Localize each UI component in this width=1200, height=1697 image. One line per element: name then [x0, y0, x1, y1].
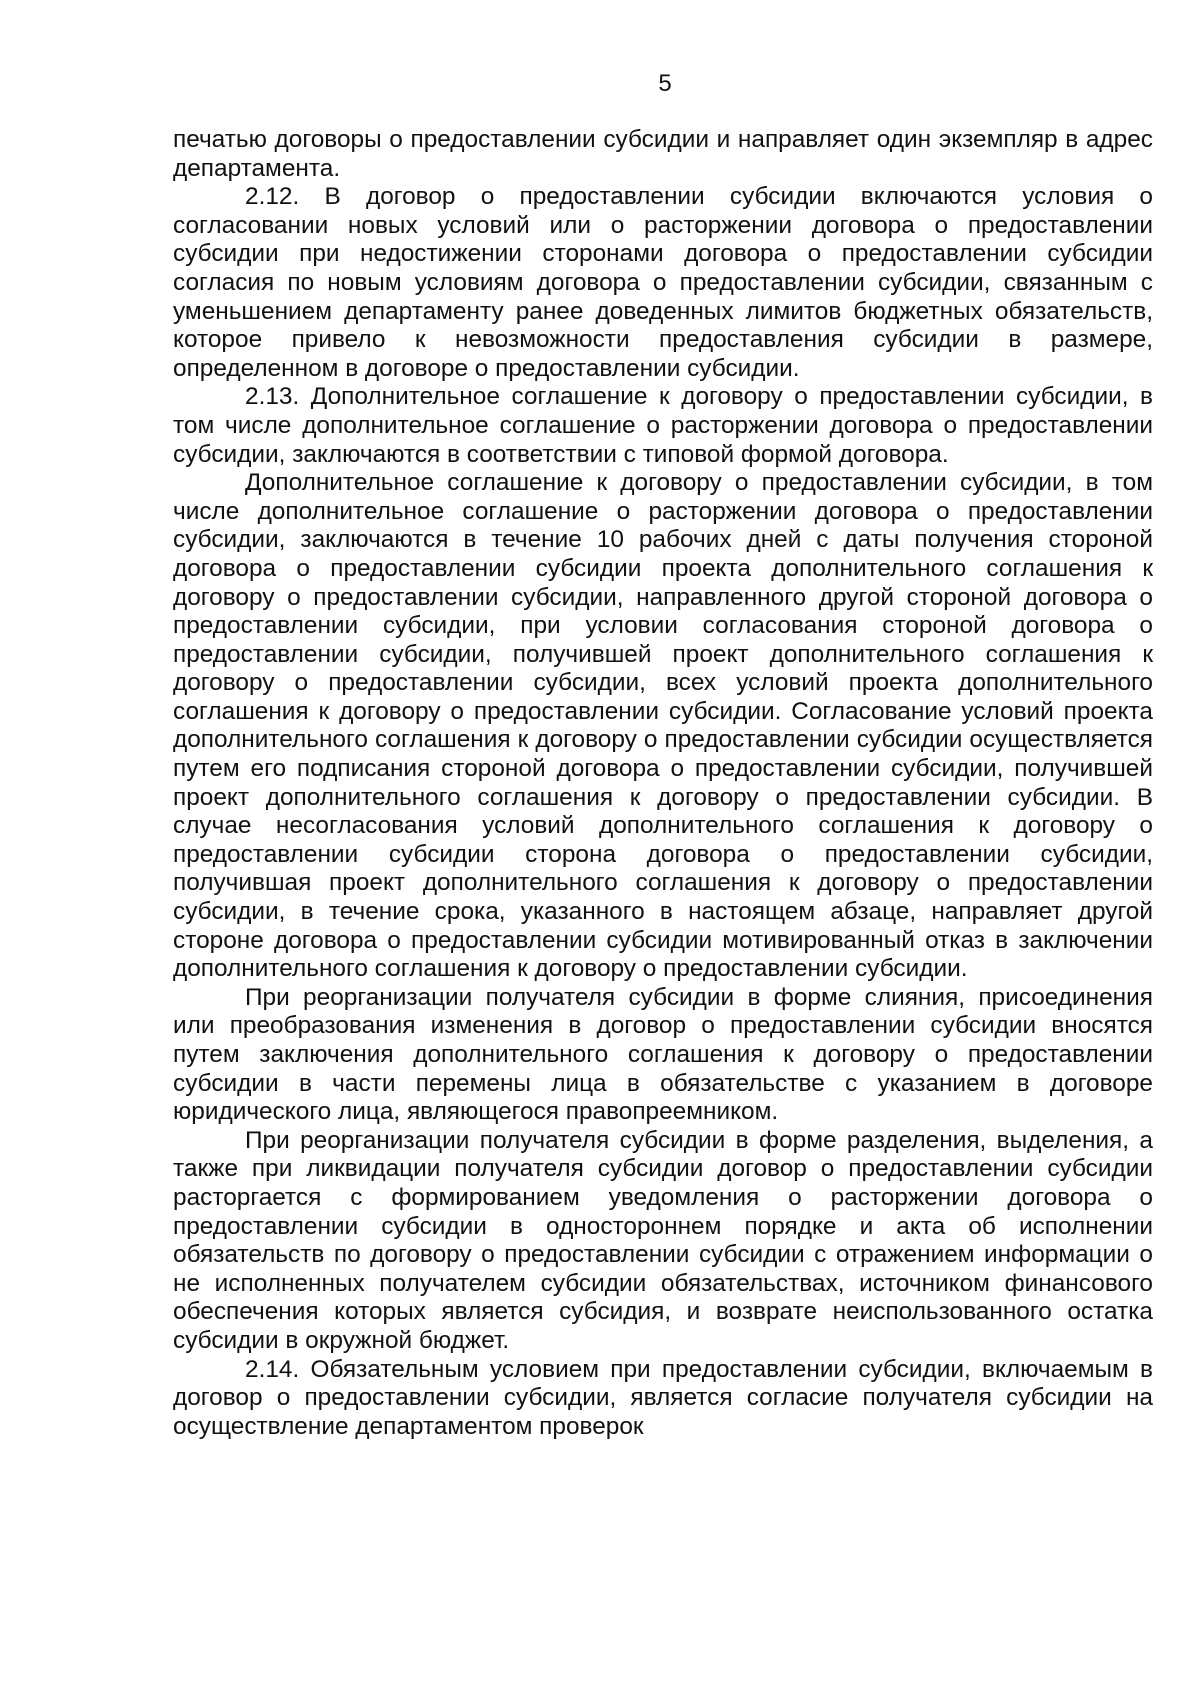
paragraph-2-13: 2.13. Дополнительное соглашение к договору о предоставлении субсидии, в том числе дополнительное соглашение о расторжении договора о предоставлении субсидии, заключаются в соответствии с типовой формой договора.: [173, 383, 1153, 468]
paragraph-reorganization-merger: При реорганизации получателя субсидии в форме слияния, присоединения или преобразования изменения в договор о предоставлении субсидии вносятся путем заключения дополнительного соглашения к договору о предоставлении субсидии в части перемены лица в обязательстве с указанием в договоре юридического лица, являющегося правопреемником.: [173, 983, 1153, 1126]
paragraph-2-12: 2.12. В договор о предоставлении субсидии включаются условия о согласовании новых условий или о расторжении договора о предоставлении субсидии при недостижении сторонами договора о предоставлении субсидии согласия по новым условиям договора о предоставлении субсидии, связанным с уменьшением департаменту ранее доведенных лимитов бюджетных обязательств, которое привело к невозможности предоставления субсидии в размере, определенном в договоре о предоставлении субсидии.: [173, 183, 1153, 382]
paragraph-continuation: печатью договоры о предоставлении субсидии и направляет один экземпляр в адрес департамента.: [173, 126, 1153, 182]
document-body: [173, 126, 1153, 1441]
paragraph-2-14: 2.14. Обязательным условием при предоставлении субсидии, включаемым в договор о предоставлении субсидии, является согласие получателя субсидии на осуществление департаментом проверок: [173, 1355, 1153, 1440]
page-number: 5: [658, 70, 672, 97]
paragraph-reorganization-division: При реорганизации получателя субсидии в форме разделения, выделения, а также при ликвидации получателя субсидии договор о предоставлении субсидии расторгается с формированием уведомления о расторжении договора о предоставлении субсидии в одностороннем порядке и акта об исполнении обязательств по договору о предоставлении субсидии с отражением информации о не исполненных получателем субсидии обязательствах, источником финансового обеспечения которых является субсидия, и возврате неиспользованного остатка субсидии в окружной бюджет.: [173, 1126, 1153, 1354]
paragraph-additional-agreement: Дополнительное соглашение к договору о предоставлении субсидии, в том числе дополнительное соглашение о расторжении договора о предоставлении субсидии, заключаются в течение 10 рабочих дней с даты получения стороной договора о предоставлении субсидии проекта дополнительного соглашения к договору о предоставлении субсидии, направленного другой стороной договора о предоставлении субсидии, при условии согласования стороной договора о предоставлении субсидии, получившей проект дополнительного соглашения к договору о предоставлении субсидии, всех условий проекта дополнительного соглашения к договору о предоставлении субсидии. Согласование условий проекта дополнительного соглашения к договору о предоставлении субсидии осуществляется путем его подписания стороной договора о предоставлении субсидии, получившей проект дополнительного соглашения к договору о предоставлении субсидии. В случае несогласования условий дополнительного соглашения к договору о предоставлении субсидии сторона договора о предоставлении субсидии, получившая проект дополнительного соглашения к договору о предоставлении субсидии, в течение срока, указанного в настоящем абзаце, направляет другой стороне договора о предоставлении субсидии мотивированный отказ в заключении дополнительного соглашения к договору о предоставлении субсидии.: [173, 469, 1153, 983]
